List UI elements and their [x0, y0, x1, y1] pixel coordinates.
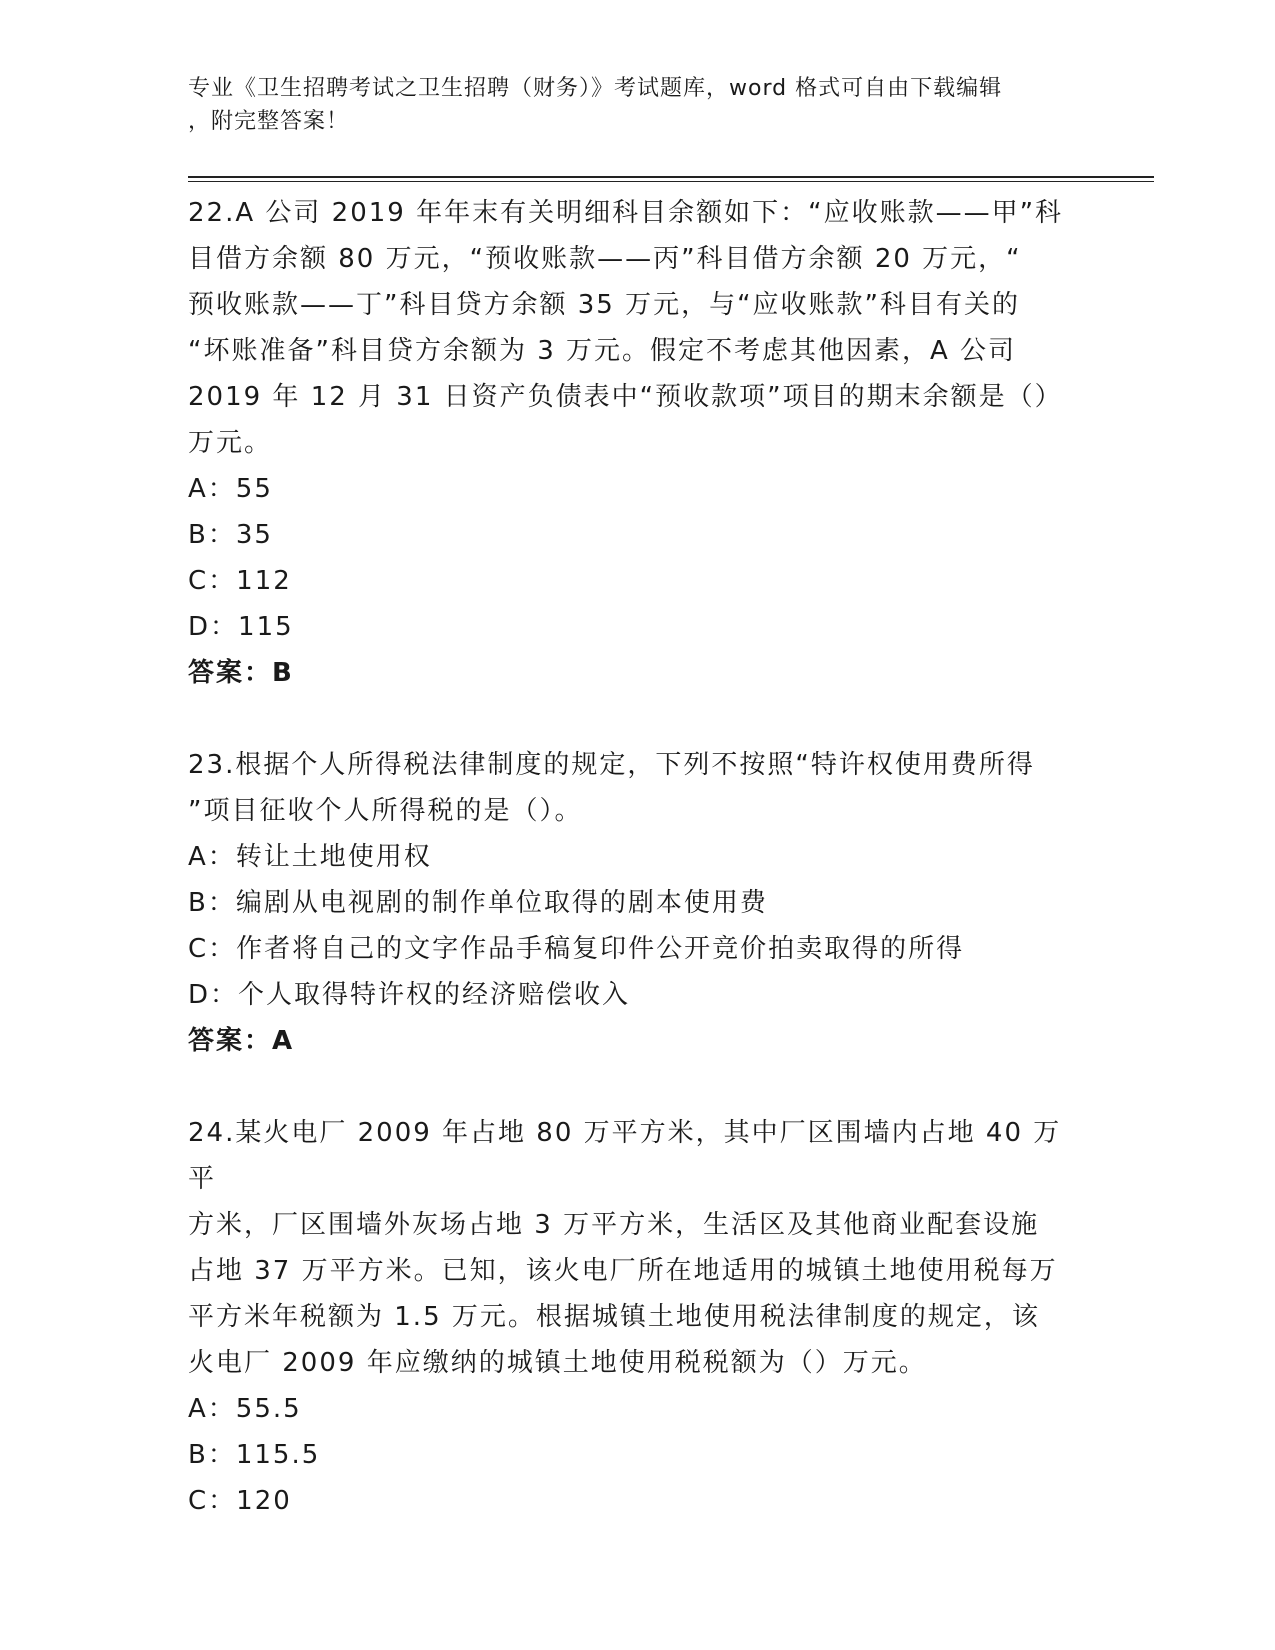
question-stem-line: 预收账款——丁”科目贷方余额 35 万元，与“应收账款”科目有关的 [188, 290, 1021, 320]
question-spacer [188, 1064, 1088, 1110]
question-stem-line: ”项目征收个人所得税的是（）。 [188, 796, 583, 826]
header-line-1: 专业《卫生招聘考试之卫生招聘（财务）》考试题库，word 格式可自由下载编辑 [188, 76, 1003, 101]
question-stem-line: 2019 年 12 月 31 日资产负债表中“预收款项”项目的期末余额是（） [188, 382, 1063, 412]
header-line-2: ，附完整答案！ [188, 109, 350, 134]
answer: 答案：A [188, 1026, 295, 1056]
question-23 [188, 742, 1088, 1064]
question-stem-line: 占地 37 万平方米。已知，该火电厂所在地适用的城镇土地使用税每万 [188, 1256, 1058, 1286]
question-stem-line: 目借方余额 80 万元，“预收账款——丙”科目借方余额 20 万元，“ [188, 244, 1022, 274]
option-a: A：55 [188, 474, 273, 504]
option-d: D：115 [188, 612, 294, 642]
option-d: D：个人取得特许权的经济赔偿收入 [188, 980, 631, 1010]
answer: 答案：B [188, 658, 294, 688]
document-header [188, 72, 1068, 138]
question-stem-line: “坏账准备”科目贷方余额为 3 万元。假定不考虑其他因素，A 公司 [188, 336, 1017, 366]
question-stem-line: 火电厂 2009 年应缴纳的城镇土地使用税税额为（）万元。 [188, 1348, 927, 1378]
question-22 [188, 190, 1088, 696]
option-c: C：作者将自己的文字作品手稿复印件公开竞价拍卖取得的所得 [188, 934, 965, 964]
option-b: B：115.5 [188, 1440, 321, 1470]
option-c: C：112 [188, 566, 292, 596]
option-c: C：120 [188, 1486, 292, 1516]
header-rule-thick [188, 176, 1154, 178]
header-rule-thin [188, 181, 1154, 182]
question-24 [188, 1110, 1088, 1524]
question-spacer [188, 696, 1088, 742]
option-b: B：编剧从电视剧的制作单位取得的剧本使用费 [188, 888, 768, 918]
question-list [188, 190, 1088, 1524]
question-stem-line: 方米，厂区围墙外灰场占地 3 万平方米，生活区及其他商业配套设施 [188, 1210, 1040, 1240]
question-stem-line: 24.某火电厂 2009 年占地 80 万平方米，其中厂区围墙内占地 40 万平 [188, 1118, 1062, 1194]
question-stem-line: 22.A 公司 2019 年年末有关明细科目余额如下：“应收账款——甲”科 [188, 198, 1064, 228]
option-a: A：55.5 [188, 1394, 302, 1424]
question-stem-line: 万元。 [188, 428, 273, 458]
option-b: B：35 [188, 520, 273, 550]
option-a: A：转让土地使用权 [188, 842, 432, 872]
question-stem-line: 23.根据个人所得税法律制度的规定，下列不按照“特许权使用费所得 [188, 750, 1035, 780]
question-stem-line: 平方米年税额为 1.5 万元。根据城镇土地使用税法律制度的规定，该 [188, 1302, 1040, 1332]
